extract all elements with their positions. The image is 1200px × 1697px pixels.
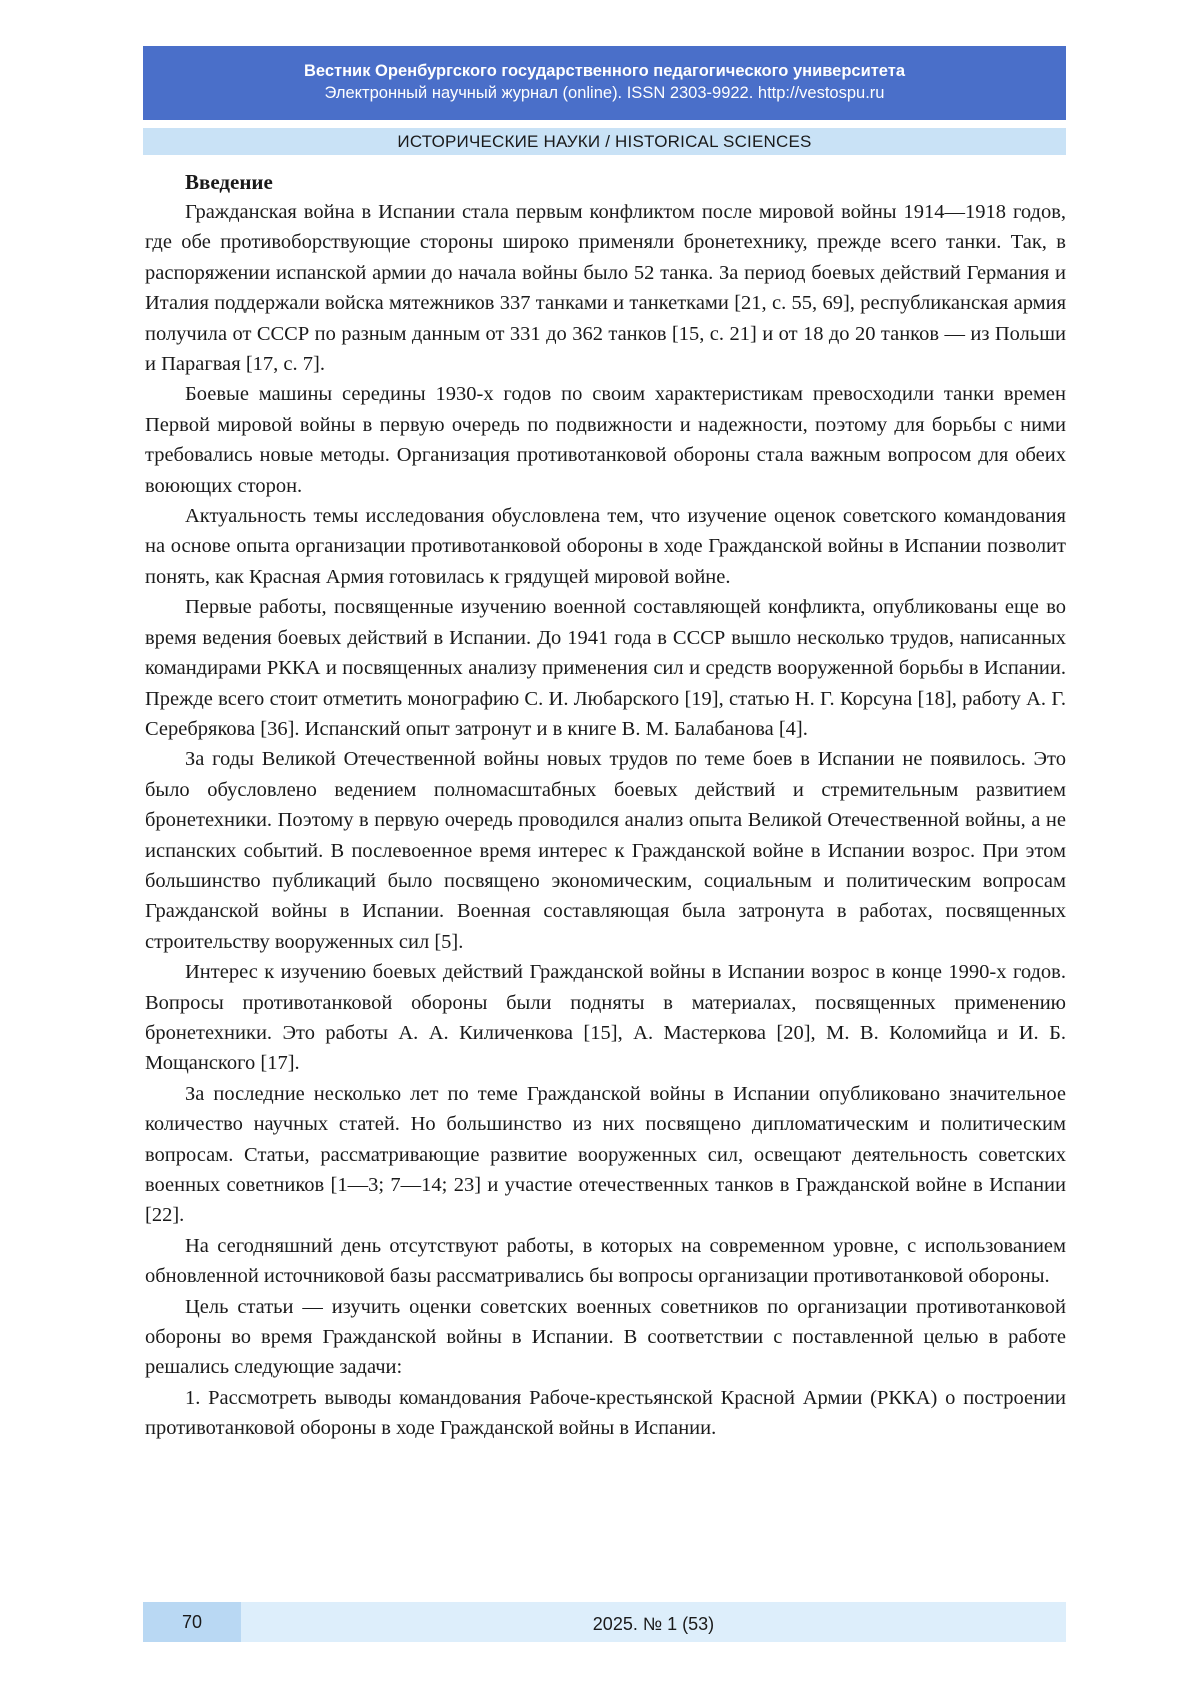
article-body bbox=[145, 167, 1066, 1444]
paragraph: Боевые машины середины 1930-х годов по своим характеристикам превосходили танки времен Первой мировой войны в первую очередь по подвижности и надежности, поэтому для борьбы с ними требовались новые методы. Организация противотанковой обороны стала важным вопросом для обеих воюющих сторон. bbox=[145, 383, 1066, 497]
paragraph: Гражданская война в Испании стала первым конфликтом после мировой войны 1914—1918 годов, где обе противоборствующие стороны широко применяли бронетехнику, прежде всего танки. Так, в распоряжении испанской армии до начала войны было 52 танка. За период боевых действий Германия и Италия поддержали войска мятежников 337 танками и танкетками [21, с. 55, 69], республиканская армия получила от СССР по разным данным от 331 до 362 танков [15, с. 21] и от 18 до 20 танков — из Польши и Парагвая [17, с. 7]. bbox=[145, 201, 1066, 376]
issue-label: 2025. № 1 (53) bbox=[592, 1614, 715, 1634]
section-title: ИСТОРИЧЕСКИЕ НАУКИ / HISTORICAL SCIENCES bbox=[143, 128, 1066, 155]
journal-header bbox=[143, 46, 1066, 120]
page-footer bbox=[143, 1602, 1066, 1642]
paragraph: На сегодняшний день отсутствуют работы, в которых на современном уровне, с использованием обновленной источниковой базы рассматривались бы вопросы организации противотанковой обороны. bbox=[145, 1234, 1066, 1288]
journal-title: Вестник Оренбургского государственного педагогического университета bbox=[303, 62, 906, 80]
paragraph: За годы Великой Отечественной войны новых трудов по теме боев в Испании не появилось. Это было обусловлено ведением полномасштабных боевых действий и стремительным развитием бронетехники. Поэтому в первую очередь проводился анализ опыта Великой Отечественной войны, а не испанских событий. В послевоенное время интерес к Гражданской войне в Испании возрос. При этом большинство публикаций было посвящено экономическим, социальным и политическим вопросам Гражданской войны в Испании. Военная составляющая была затронута в работах, посвященных строительству вооруженных сил [5]. bbox=[145, 748, 1066, 953]
paragraph: Цель статьи — изучить оценки советских военных советников по организации противотанковой обороны во время Гражданской войны в Испании. В соответствии с поставленной целью в работе решались следующие задачи: bbox=[145, 1295, 1066, 1379]
paragraph: 1. Рассмотреть выводы командования Рабоче-крестьянской Красной Армии (РККА) о построении противотанковой обороны в ходе Гражданской войны в Испании. bbox=[145, 1386, 1066, 1440]
paragraph: Первые работы, посвященные изучению военной составляющей конфликта, опубликованы еще во время ведения боевых действий в Испании. До 1941 года в СССР вышло несколько трудов, написанных командирами РККА и посвященных анализу применения сил и средств вооруженной борьбы в Испании. Прежде всего стоит отметить монографию С. И. Любарского [19], статью Н. Г. Корсуна [18], работу А. Г. Серебрякова [36]. Испанский опыт затронут и в книге В. М. Балабанова [4]. bbox=[145, 596, 1066, 740]
paragraph: За последние несколько лет по теме Гражданской войны в Испании опубликовано значительное количество научных статей. Но большинство из них посвящено дипломатическим и политическим вопросам. Статьи, рассматривающие развитие вооруженных сил, освещают деятельность советских военных советников [1—3; 7—14; 23] и участие отечественных танков в Гражданской войне в Испании [22]. bbox=[145, 1082, 1066, 1227]
paragraph: Интерес к изучению боевых действий Гражданской войны в Испании возрос в конце 1990-х годов. Вопросы противотанковой обороны были подняты в материалах, посвященных применению бронетехники. Это работы А. А. Киличенкова [15], А. Мастеркова [20], М. В. Коломийца и И. Б. Мощанского [17]. bbox=[145, 961, 1066, 1075]
section-heading: Введение bbox=[185, 170, 273, 194]
journal-subtitle: Электронный научный журнал (online). ISSN 2303-9922. http://vestospu.ru bbox=[324, 84, 885, 102]
paragraph: Актуальность темы исследования обусловлена тем, что изучение оценок советского командования на основе опыта организации противотанковой обороны в ходе Гражданской войны в Испании позволит понять, как Красная Армия готовилась к грядущей мировой войне. bbox=[145, 505, 1066, 588]
page-number: 70 bbox=[143, 1602, 241, 1642]
